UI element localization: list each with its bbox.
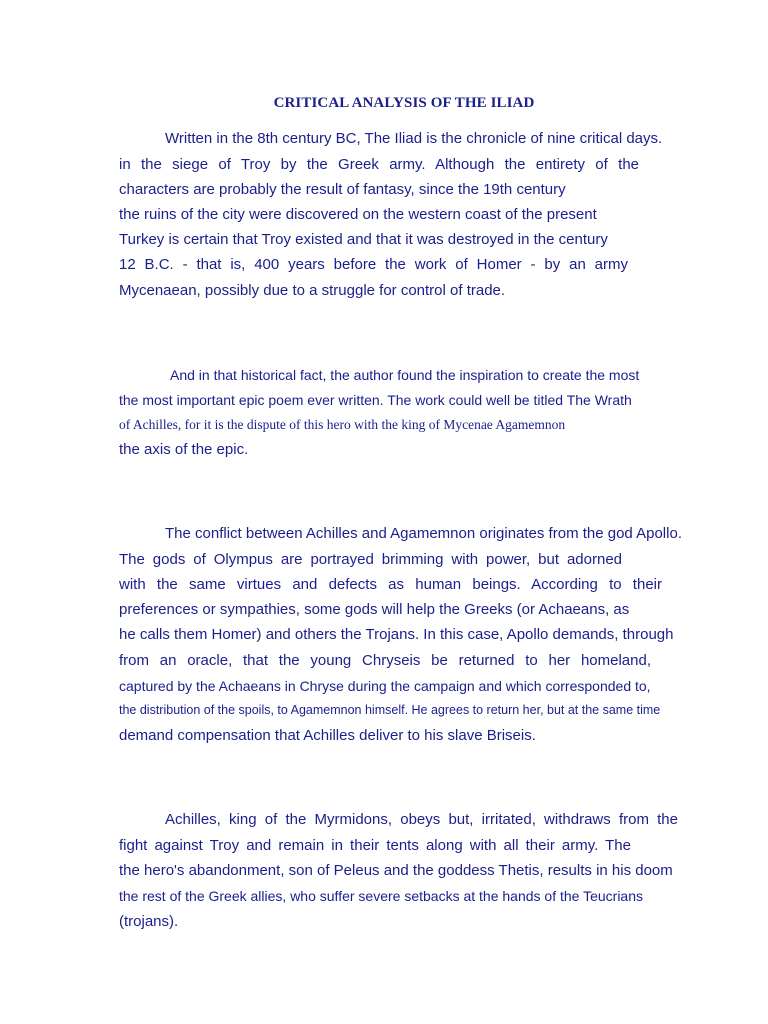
paragraph-2-line-2: the most important epic poem ever written. The work could well be titled The Wrath: [119, 392, 632, 408]
paragraph-1-line-4: the ruins of the city were discovered on the western coast of the present: [119, 206, 597, 223]
paragraph-2-line-1: And in that historical fact, the author found the inspiration to create the most: [170, 367, 640, 383]
paragraph-3-line-9: demand compensation that Achilles deliver to his slave Briseis.: [119, 727, 536, 744]
paragraph-4-line-3: the hero's abandonment, son of Peleus and the goddess Thetis, results in his doom: [119, 862, 673, 879]
paragraph-1-line-1: Written in the 8th century BC, The Iliad is the chronicle of nine critical days.: [165, 130, 663, 147]
paragraph-1-line-6: 12 B.C. - that is, 400 years before the work of Homer - by an army: [119, 256, 628, 273]
paragraph-3-line-7: captured by the Achaeans in Chryse during the campaign and which corresponded to,: [119, 678, 651, 694]
paragraph-4-line-1: Achilles, king of the Myrmidons, obeys but, irritated, withdraws from the: [165, 811, 678, 828]
paragraph-1-line-2: in the siege of Troy by the Greek army. Although the entirety of the: [119, 156, 639, 173]
document-title: CRITICAL ANALYSIS OF THE ILIAD: [273, 95, 535, 111]
paragraph-3-line-8: the distribution of the spoils, to Agamemnon himself. He agrees to return her, but at the same time: [119, 703, 661, 717]
paragraph-1-line-3: characters are probably the result of fantasy, since the 19th century: [119, 181, 566, 198]
paragraph-1-line-5: Turkey is certain that Troy existed and that it was destroyed in the century: [119, 231, 608, 248]
paragraph-2-line-3: of Achilles, for it is the dispute of this hero with the king of Mycenae Agamemnon: [119, 417, 566, 432]
paragraph-1-line-7: Mycenaean, possibly due to a struggle for control of trade.: [119, 282, 506, 299]
paragraph-2-line-4: the axis of the epic.: [119, 441, 249, 458]
paragraph-3-line-3: with the same virtues and defects as human beings. According to their: [119, 576, 662, 593]
paragraph-4-line-4: the rest of the Greek allies, who suffer severe setbacks at the hands of the Teucrians: [119, 888, 643, 904]
paragraph-4-line-5: (trojans).: [119, 913, 179, 930]
paragraph-3-line-6: from an oracle, that the young Chryseis be returned to her homeland,: [119, 652, 651, 669]
paragraph-4-line-2: fight against Troy and remain in their tents along with all their army. The: [119, 837, 631, 854]
paragraph-3-line-2: The gods of Olympus are portrayed brimming with power, but adorned: [119, 551, 622, 568]
paragraph-3-line-4: preferences or sympathies, some gods will help the Greeks (or Achaeans, as: [119, 601, 630, 618]
paragraph-3-line-1: The conflict between Achilles and Agamemnon originates from the god Apollo.: [165, 525, 682, 542]
paragraph-3-line-5: he calls them Homer) and others the Trojans. In this case, Apollo demands, through: [119, 626, 674, 643]
